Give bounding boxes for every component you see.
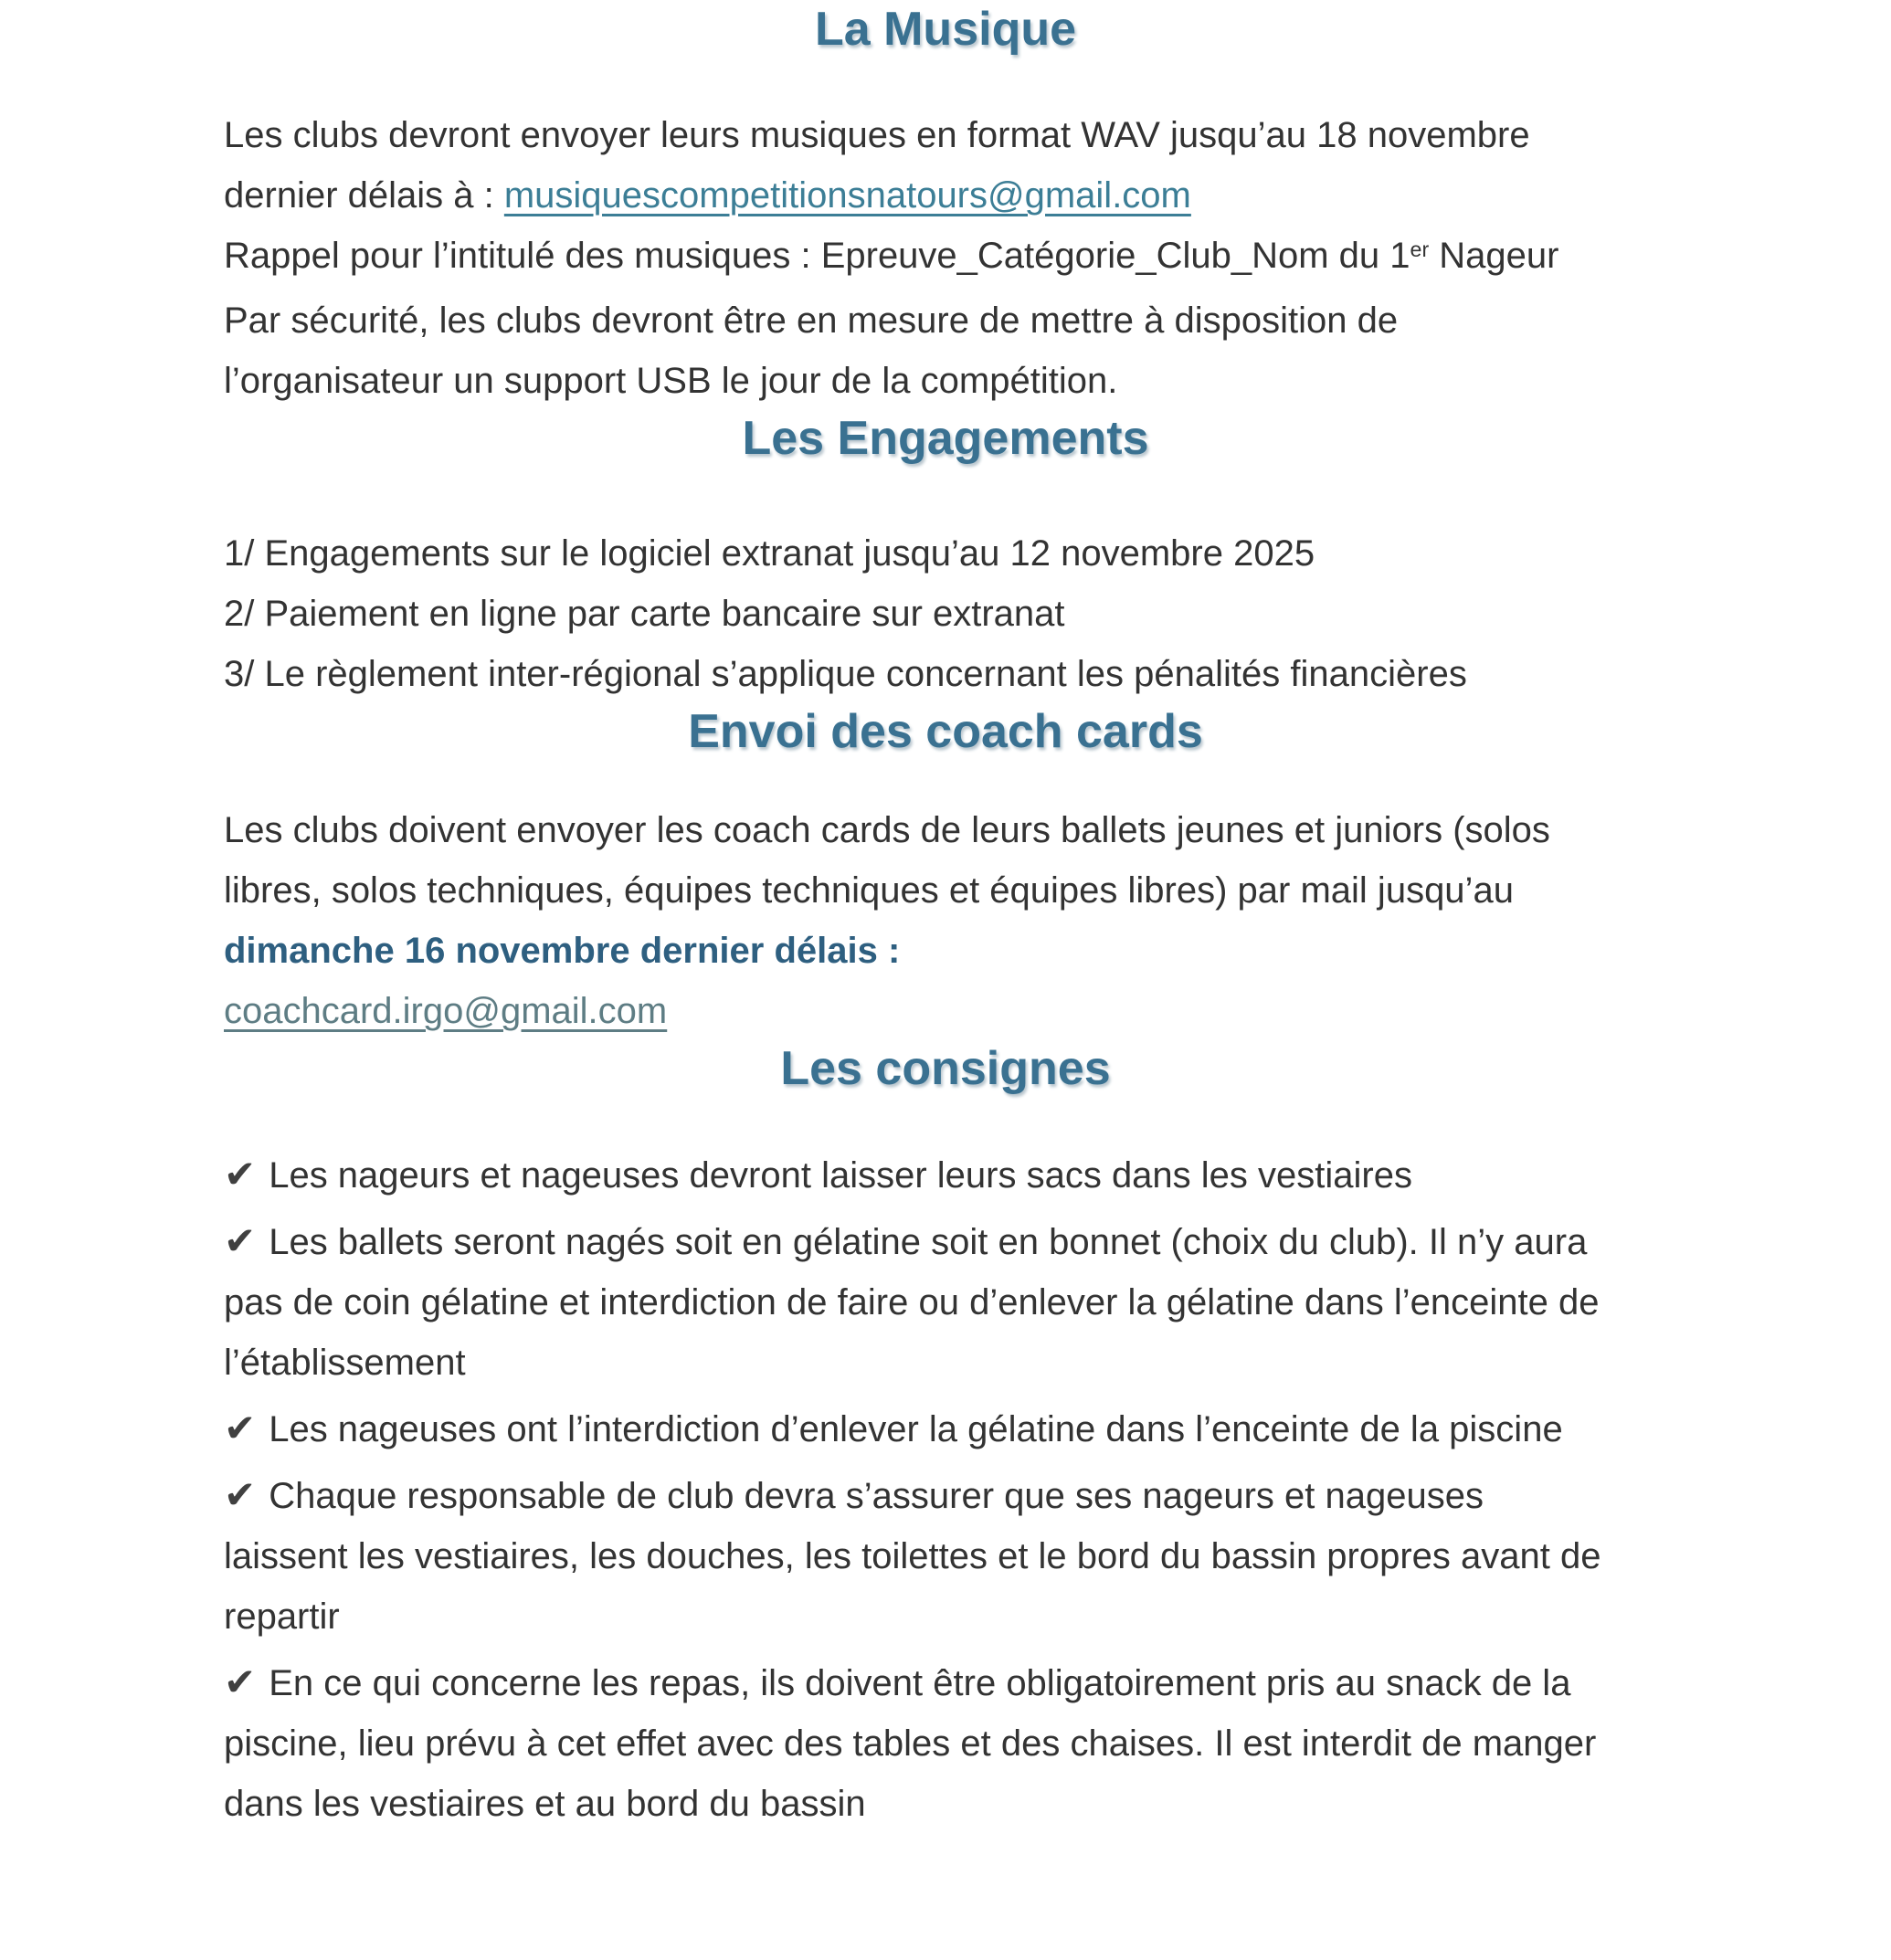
text-line: l’établissement: [224, 1343, 466, 1383]
consignes-list: [224, 1144, 1708, 1834]
section-title-consignes: Les consignes: [780, 1042, 1111, 1095]
text-line: Les clubs doivent envoyer les coach cards de leurs ballets jeunes et juniors (solos: [224, 810, 1550, 850]
text-line: pas de coin gélatine et interdiction de faire ou d’enlever la gélatine dans l’enceinte de: [224, 1282, 1600, 1322]
section-title-musique: La Musique: [814, 3, 1077, 56]
paragraph-musique-envoi: [224, 105, 1708, 411]
consigne-text: Chaque responsable de club devra s’assurer que ses nageurs et nageuses: [269, 1476, 1484, 1516]
text-line: laissent les vestiaires, les douches, les toilettes et le bord du bassin propres avant de: [224, 1536, 1601, 1576]
text-line: [224, 1652, 1708, 1713]
text-line: l’organisateur un support USB le jour de la compétition.: [224, 361, 1118, 401]
text-line: [224, 981, 1708, 1041]
consigne-text: Les nageuses ont l’interdiction d’enlever la gélatine dans l’enceinte de la piscine: [269, 1409, 1563, 1449]
engagements-list: [224, 523, 1708, 704]
consigne-item: [224, 1652, 1708, 1834]
engagement-item-2: 2/ Paiement en ligne par carte bancaire sur extranat: [224, 594, 1065, 634]
paragraph-coach-cards: [224, 800, 1708, 1041]
text-prefix: Rappel pour l’intitulé des musiques : Epreuve_Catégorie_Club_Nom du 1: [224, 236, 1410, 276]
text-line: [224, 1398, 1708, 1459]
text-line: Les clubs devront envoyer leurs musiques en format WAV jusqu’au 18 novembre: [224, 115, 1530, 155]
musiques-email-link[interactable]: musiquescompetitionsnatours@gmail.com: [503, 175, 1191, 216]
consigne-item: [224, 1211, 1708, 1393]
text-line: libres, solos techniques, équipes techniques et équipes libres) par mail jusqu’au: [224, 870, 1514, 911]
text-line: repartir: [224, 1596, 340, 1637]
engagement-item-3: 3/ Le règlement inter-régional s’applique concernant les pénalités financières: [224, 654, 1467, 694]
text-prefix: dernier délais à :: [224, 175, 504, 216]
engagement-item-1: 1/ Engagements sur le logiciel extranat jusqu’au 12 novembre 2025: [224, 533, 1315, 574]
coachcard-email-link[interactable]: coachcard.irgo@gmail.com: [224, 991, 668, 1031]
text-line: piscine, lieu prévu à cet effet avec des tables et des chaises. Il est interdit de manger: [224, 1723, 1597, 1764]
text-line: [224, 165, 1708, 226]
text-suffix: Nageur: [1429, 236, 1559, 276]
text-line: [224, 1465, 1708, 1526]
text-line: [224, 226, 1708, 290]
section-title-coach-cards: Envoi des coach cards: [688, 705, 1203, 758]
check-icon: ✔: [224, 1660, 257, 1704]
check-icon: ✔: [224, 1218, 257, 1263]
consigne-item: [224, 1465, 1708, 1647]
consigne-text: En ce qui concerne les repas, ils doivent être obligatoirement pris au snack de la: [269, 1663, 1571, 1703]
deadline-emphasis: dimanche 16 novembre dernier délais :: [224, 931, 901, 971]
check-icon: ✔: [224, 1472, 257, 1517]
ordinal-superscript: er: [1410, 237, 1430, 261]
consigne-item: [224, 1398, 1708, 1459]
check-icon: ✔: [224, 1152, 257, 1196]
text-line: dans les vestiaires et au bord du bassin: [224, 1784, 866, 1824]
text-line: [224, 1144, 1708, 1206]
text-line: [224, 1211, 1708, 1272]
consigne-item: [224, 1144, 1708, 1206]
section-title-engagements: Les Engagements: [742, 412, 1149, 465]
consigne-text: Les nageurs et nageuses devront laisser leurs sacs dans les vestiaires: [269, 1155, 1412, 1196]
check-icon: ✔: [224, 1406, 257, 1450]
text-line: Par sécurité, les clubs devront être en mesure de mettre à disposition de: [224, 300, 1399, 341]
consigne-text: Les ballets seront nagés soit en gélatine soit en bonnet (choix du club). Il n’y aura: [269, 1222, 1588, 1262]
